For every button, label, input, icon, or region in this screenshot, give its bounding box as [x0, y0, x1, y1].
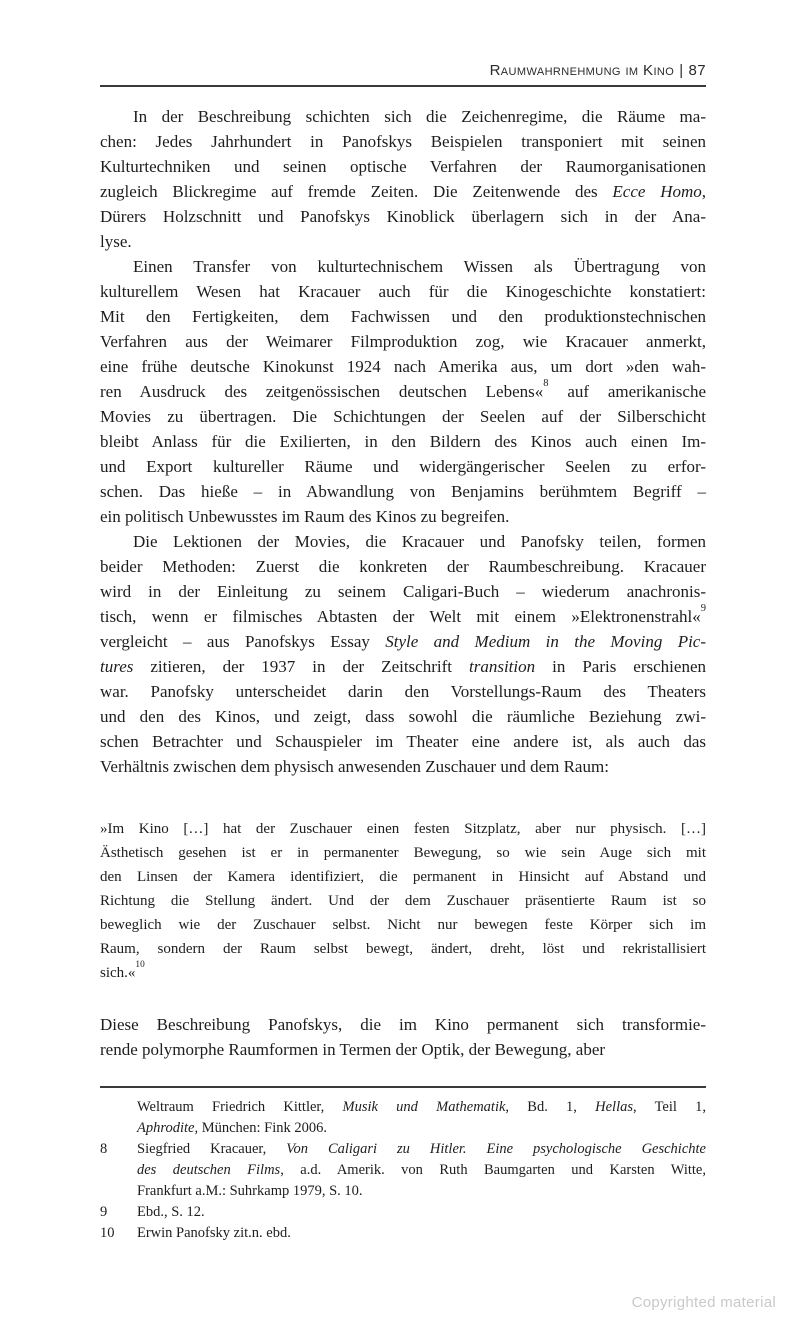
text-line: und den des Kinos, und zeigt, dass sowohl die räumliche Beziehung zwi-	[100, 707, 706, 726]
text-line: zugleich Blickregime auf fremde Zeiten. Die Zeitenwende des Ecce Homo,	[100, 182, 706, 201]
footnotes-section	[100, 1086, 706, 1244]
text-line: Verfahren aus der Weimarer Filmproduktion zog, wie Kracauer anmerkt,	[100, 332, 706, 351]
text-line: war. Panofsky unterscheidet darin den Vorstellungs-Raum des Theaters	[100, 682, 706, 701]
chapter-title: Raumwahrnehmung im Kino	[489, 62, 675, 79]
running-head	[100, 61, 706, 81]
text-line: Frankfurt a.M.: Suhrkamp 1979, S. 10.	[137, 1183, 363, 1199]
text-line: Weltraum Friedrich Kittler, Musik und Mathematik, Bd. 1, Hellas, Teil 1,	[137, 1099, 707, 1115]
text-line: und Export kultureller Räume und widergängerischer Seelen zu erfor-	[100, 457, 706, 476]
text-line: tisch, wenn er filmisches Abtasten der Welt mit einem »Elektronenstrahl«$^9$	[100, 602, 706, 626]
text-line: schen. Das hieße – in Abwandlung von Benjamins berühmtem Begriff –	[100, 482, 706, 501]
text-line: Richtung die Stellung ändert. Und der dem Zuschauer präsentierte Raum ist so	[100, 893, 706, 909]
text-line: vergleicht – aus Panofskys Essay Style and Medium in the Moving Pic-	[100, 632, 707, 651]
text-line: Die Lektionen der Movies, die Kracauer und Panofsky teilen, formen	[133, 532, 706, 551]
text-line: lyse.	[100, 232, 132, 251]
text-line: Verhältnis zwischen dem physisch anwesenden Zuschauer und dem Raum:	[100, 757, 609, 776]
header-separator: |	[679, 62, 684, 79]
text-line: chen: Jedes Jahrhundert in Panofskys Beispielen transponiert mit seinen	[100, 132, 706, 151]
text-line: des deutschen Films, a.d. Amerik. von Ruth Baumgarten und Karsten Witte,	[137, 1162, 706, 1178]
text-line: ren Ausdruck des zeitgenössischen deutschen Lebens«$^8$ auf amerikanische	[100, 377, 706, 401]
main-text-block	[100, 104, 706, 1062]
text-line: kulturellem Wesen hat Kracauer auch für die Kinogeschichte konstatiert:	[100, 282, 706, 301]
body-paragraph	[100, 104, 706, 254]
footnote-item	[100, 1097, 706, 1139]
text-line: Ästhetisch gesehen ist er in permanenter Bewegung, so wie sein Auge sich mit	[100, 845, 706, 861]
header-rule	[100, 85, 706, 87]
text-line: Aphrodite, München: Fink 2006.	[137, 1120, 327, 1136]
body-paragraph	[100, 1012, 706, 1062]
body-paragraph	[100, 254, 706, 529]
footnote-number	[100, 1097, 137, 1139]
footnote-number: 10	[100, 1225, 115, 1241]
text-line: Siegfried Kracauer, Von Caligari zu Hitler. Eine psychologische Geschichte	[137, 1141, 706, 1157]
text-line: sich.«$^{10}$	[100, 959, 145, 981]
text-line: beweglich wie der Zuschauer selbst. Nicht nur bewegen feste Körper sich im	[100, 917, 706, 933]
text-line: wird in der Einleitung zu seinem Caligari-Buch – wiederum anachronis-	[100, 582, 706, 601]
footnote-number: 9	[100, 1204, 108, 1220]
footnote-text	[137, 1202, 706, 1223]
page-number: 87	[688, 62, 706, 79]
text-line: den Linsen der Kamera identifiziert, die permanent in Hinsicht auf Abstand und	[100, 869, 706, 885]
text-line: eine frühe deutsche Kinokunst 1924 nach Amerika aus, um dort »den wah-	[100, 357, 706, 376]
text-line: Dürers Holzschnitt und Panofskys Kinoblick überlagern sich in der Ana-	[100, 207, 706, 226]
footnote-number: 8	[100, 1141, 108, 1157]
text-line: Raum, sondern der Raum selbst bewegt, ändert, dreht, löst und rekristallisiert	[100, 941, 706, 957]
copyright-watermark: Copyrighted material	[631, 1294, 776, 1311]
footnote-text	[137, 1139, 706, 1202]
text-line: schen Betrachter und Schauspieler im Theater eine andere ist, als auch das	[100, 732, 706, 751]
text-line: Einen Transfer von kulturtechnischem Wissen als Übertragung von	[133, 257, 706, 276]
block-quote	[100, 817, 706, 985]
text-line: beider Methoden: Zuerst die konkreten der Raumbeschreibung. Kracauer	[100, 557, 706, 576]
text-line: In der Beschreibung schichten sich die Zeichenregime, die Räume ma-	[133, 107, 706, 126]
text-line: Mit den Fertigkeiten, dem Fachwissen und den produktionstechnischen	[100, 307, 706, 326]
footnote-item	[100, 1202, 706, 1223]
footnote-text	[137, 1223, 706, 1244]
text-line: Erwin Panofsky zit.n. ebd.	[137, 1225, 291, 1241]
text-line: ein politisch Unbewusstes im Raum des Kinos zu begreifen.	[100, 507, 510, 526]
footnote-item	[100, 1139, 706, 1202]
text-line: rende polymorphe Raumformen in Termen der Optik, der Bewegung, aber	[100, 1040, 606, 1059]
text-line: »Im Kino […] hat der Zuschauer einen festen Sitzplatz, aber nur physisch. […]	[100, 821, 706, 837]
text-line: Diese Beschreibung Panofskys, die im Kino permanent sich transformie-	[100, 1015, 706, 1034]
footnote-text	[137, 1097, 706, 1139]
footnote-item	[100, 1223, 706, 1244]
body-paragraph	[100, 529, 706, 779]
text-line: Movies zu übertragen. Die Schichtungen der Seelen auf der Silberschicht	[100, 407, 706, 426]
text-line: Ebd., S. 12.	[137, 1204, 205, 1220]
text-line: tures zitieren, der 1937 in der Zeitschrift transition in Paris erschienen	[100, 657, 706, 676]
text-line: Kulturtechniken und seinen optische Verfahren der Raumorganisationen	[100, 157, 706, 176]
text-line: bleibt Anlass für die Exilierten, in den Bildern des Kinos auch einen Im-	[100, 432, 706, 451]
